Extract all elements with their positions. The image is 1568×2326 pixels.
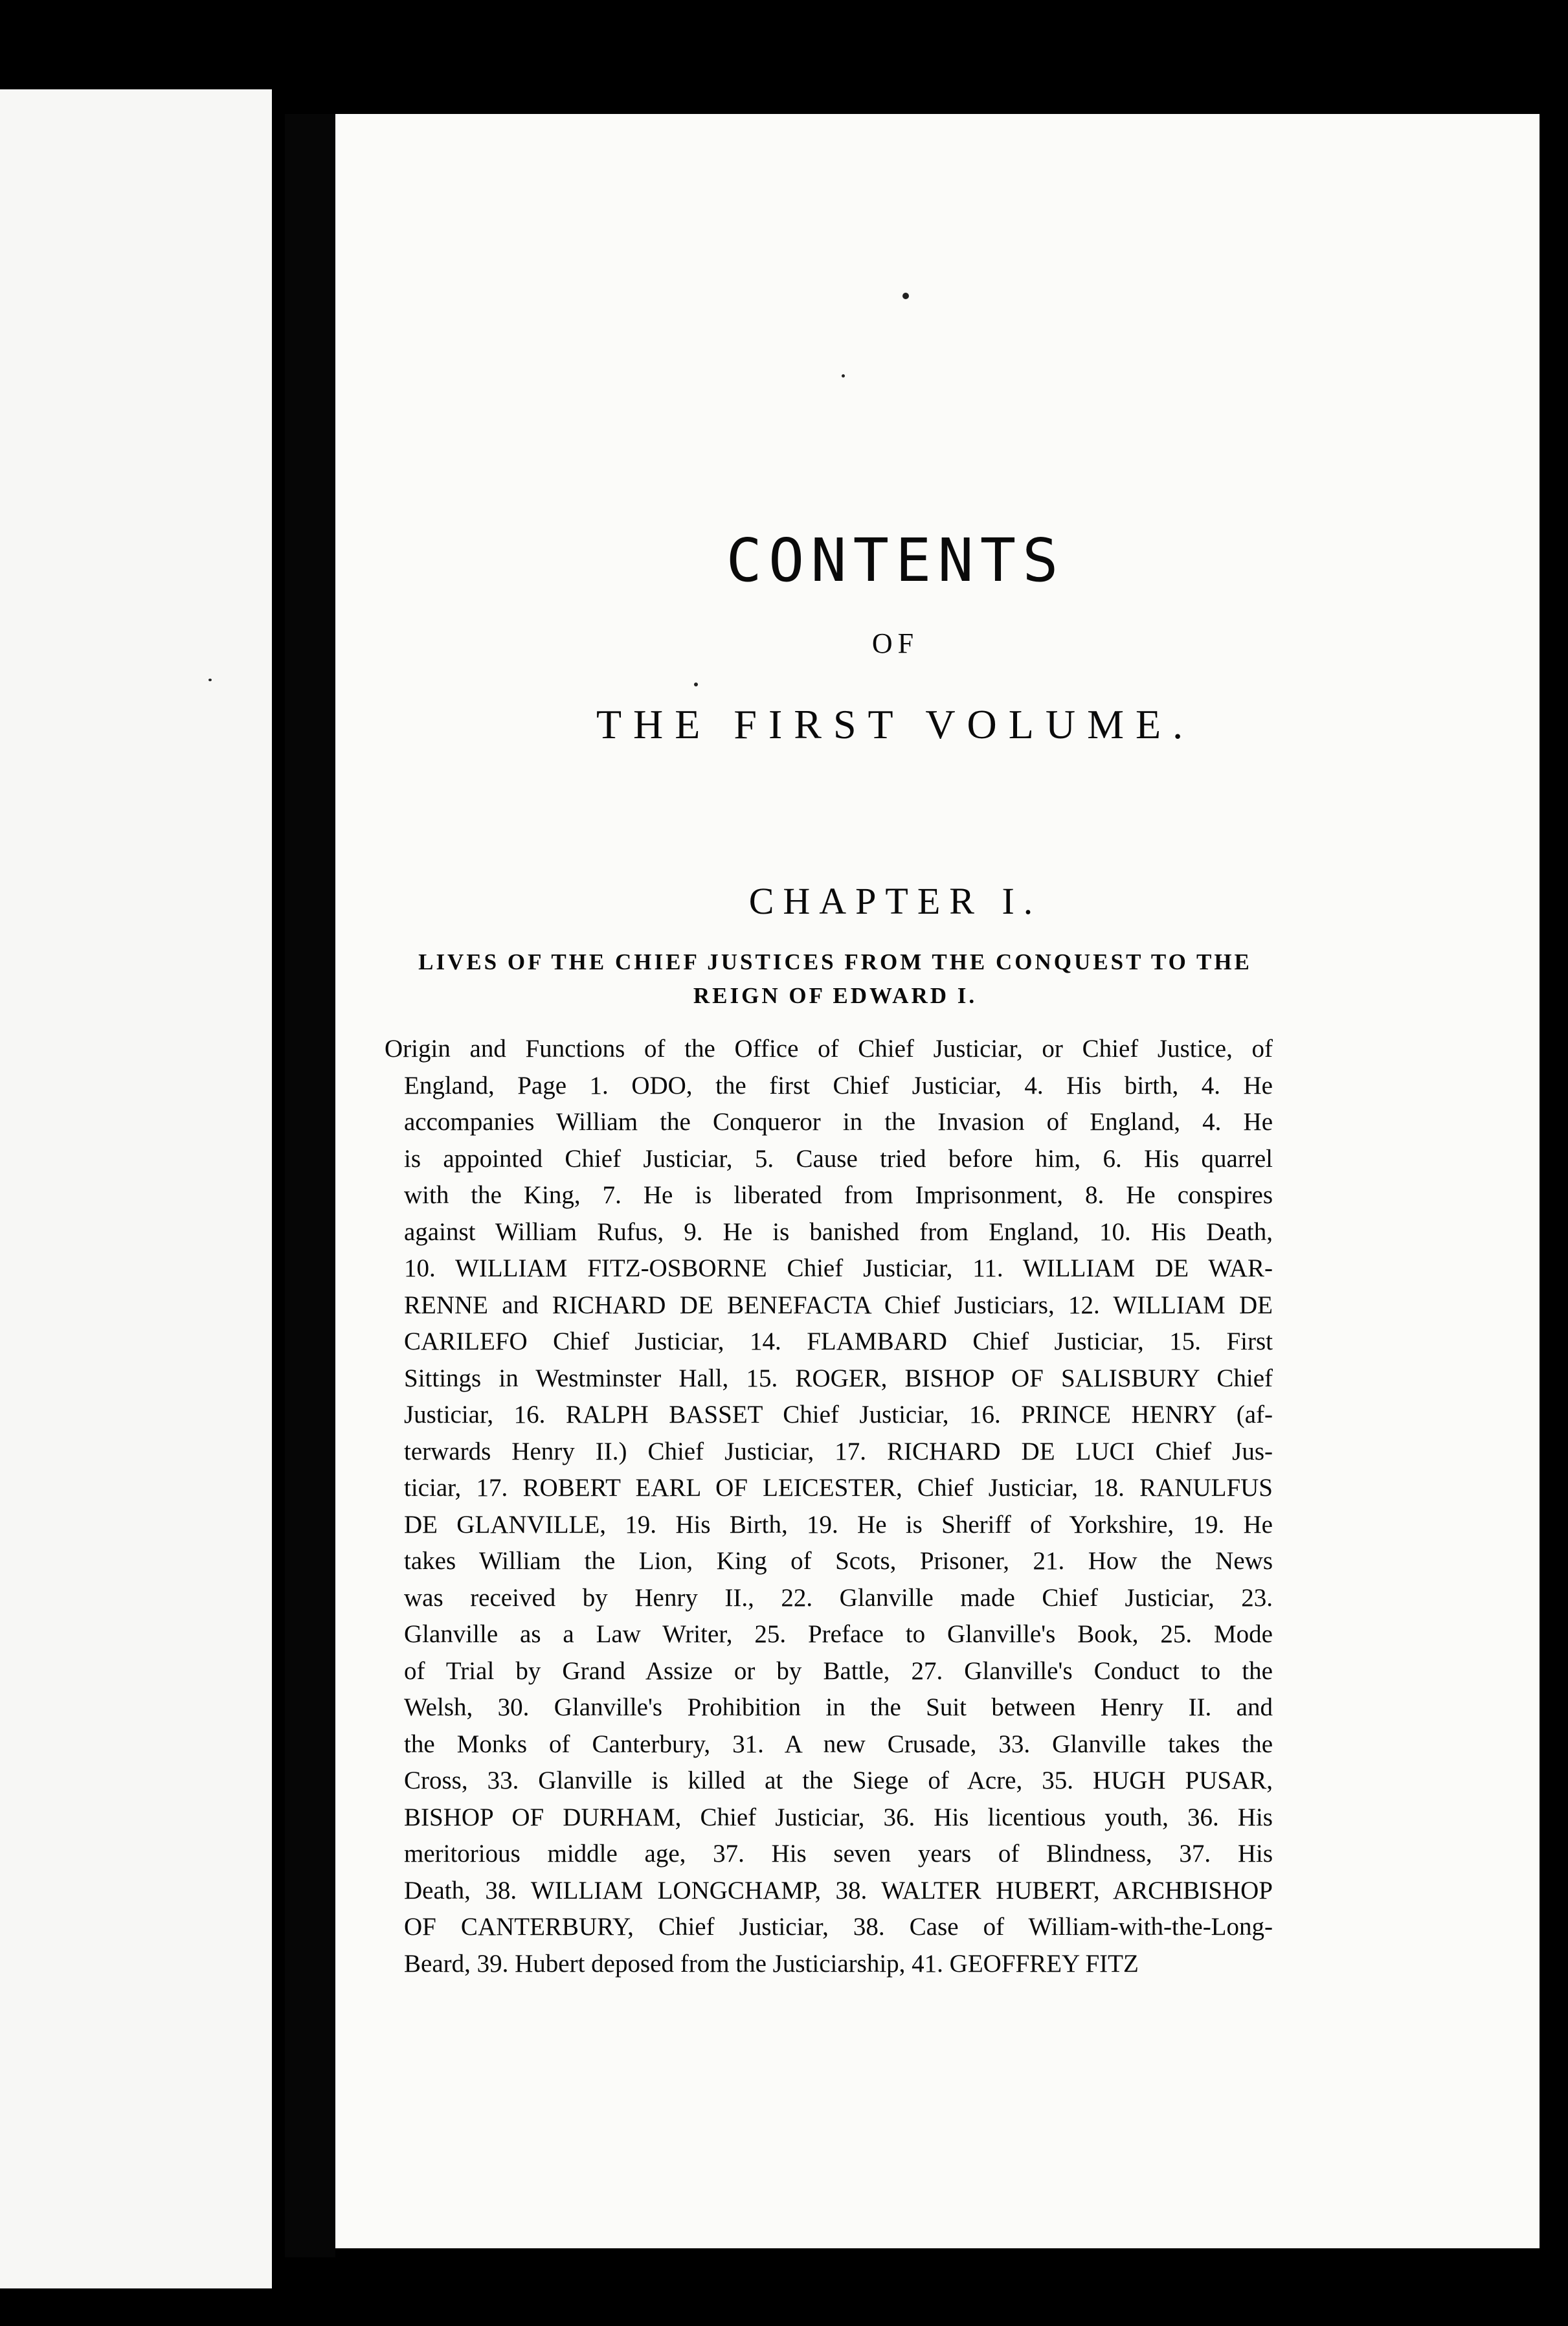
chapter-summary: [385, 1031, 1273, 1982]
summary-line: DE GLANVILLE, 19. His Birth, 19. He is Sheriff of Yorkshire, 19. He: [404, 1510, 1273, 1539]
chapter-subtitle-line: LIVES OF THE CHIEF JUSTICES FROM THE CONQUEST TO THE: [418, 949, 1252, 975]
summary-line: Death, 38. WILLIAM LONGCHAMP, 38. WALTER HUBERT, ARCHBISHOP: [404, 1876, 1273, 1904]
summary-line: takes William the Lion, King of Scots, Prisoner, 21. How the News: [404, 1547, 1273, 1575]
summary-line: Origin and Functions of the Office of Chief Justiciar, or Chief Justice, of: [385, 1035, 1273, 1063]
summary-line: the Monks of Canterbury, 31. A new Crusade, 33. Glanville takes the: [404, 1730, 1273, 1758]
ink-speck: [842, 374, 845, 378]
ink-speck: [902, 293, 909, 299]
summary-line: ticiar, 17. ROBERT EARL OF LEICESTER, Chief Justiciar, 18. RANULFUS: [404, 1474, 1273, 1502]
summary-line: RENNE and RICHARD DE BENEFACTA Chief Justiciars, 12. WILLIAM DE: [404, 1291, 1273, 1319]
left-page-edge: [0, 89, 272, 2288]
summary-line: with the King, 7. He is liberated from Imprisonment, 8. He conspires: [404, 1181, 1273, 1209]
summary-line: is appointed Chief Justiciar, 5. Cause tried before him, 6. His quarrel: [404, 1144, 1273, 1173]
summary-line: England, Page 1. ODO, the first Chief Justiciar, 4. His birth, 4. He: [404, 1071, 1273, 1100]
summary-line: meritorious middle age, 37. His seven years of Blindness, 37. His: [404, 1840, 1273, 1868]
summary-line: CARILEFO Chief Justiciar, 14. FLAMBARD Chief Justiciar, 15. First: [404, 1327, 1273, 1355]
chapter-subtitle-line: REIGN OF EDWARD I.: [693, 983, 978, 1008]
of-line: OF: [871, 627, 919, 659]
ink-speck: [694, 683, 698, 686]
volume-heading: THE FIRST VOLUME.: [596, 701, 1195, 747]
summary-line: terwards Henry II.) Chief Justiciar, 17. RICHARD DE LUCI Chief Jus-: [404, 1437, 1273, 1465]
summary-line: Justiciar, 16. RALPH BASSET Chief Justiciar, 16. PRINCE HENRY (af-: [404, 1401, 1273, 1428]
chapter-subtitle: [382, 945, 1288, 1013]
summary-line: Cross, 33. Glanville is killed at the Siege of Acre, 35. HUGH PUSAR,: [404, 1767, 1273, 1794]
summary-line: against William Rufus, 9. He is banished from England, 10. His Death,: [404, 1217, 1273, 1246]
contents-heading: CONTENTS: [726, 526, 1065, 595]
summary-line: Sittings in Westminster Hall, 15. ROGER, BISHOP OF SALISBURY Chief: [404, 1364, 1273, 1392]
chapter-heading: CHAPTER I.: [748, 880, 1042, 922]
summary-line: was received by Henry II., 22. Glanville made Chief Justiciar, 23.: [404, 1583, 1273, 1612]
summary-line: OF CANTERBURY, Chief Justiciar, 38. Case of William-with-the-Long-: [404, 1913, 1273, 1941]
summary-line: 10. WILLIAM FITZ-OSBORNE Chief Justiciar, 11. WILLIAM DE WAR-: [404, 1254, 1273, 1282]
summary-line: Beard, 39. Hubert deposed from the Justiciarship, 41. GEOFFREY FITZ: [404, 1949, 1139, 1978]
book-spine-shadow: [285, 114, 335, 2257]
ink-speck: [208, 679, 212, 681]
summary-line: Welsh, 30. Glanville's Prohibition in the Suit between Henry II. and: [404, 1693, 1273, 1721]
summary-line: Glanville as a Law Writer, 25. Preface to Glanville's Book, 25. Mode: [404, 1620, 1273, 1648]
summary-line: accompanies William the Conqueror in the Invasion of England, 4. He: [404, 1108, 1273, 1136]
summary-line: BISHOP OF DURHAM, Chief Justiciar, 36. His licentious youth, 36. His: [404, 1803, 1273, 1831]
summary-line: of Trial by Grand Assize or by Battle, 27. Glanville's Conduct to the: [404, 1656, 1273, 1685]
